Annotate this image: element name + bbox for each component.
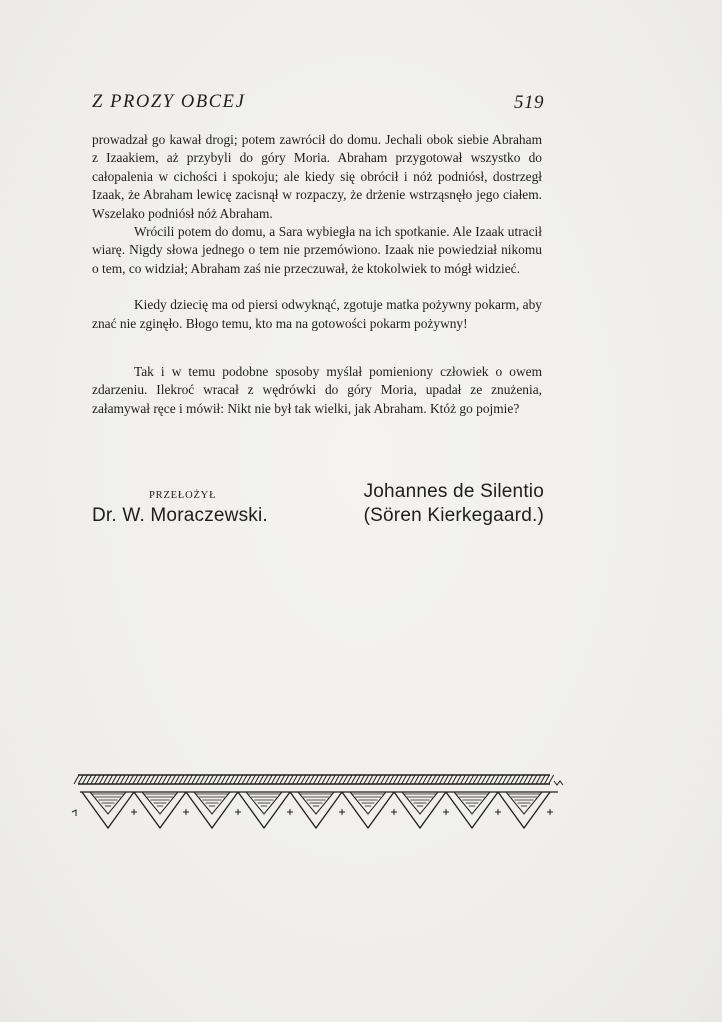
geometric-border-ornament-icon bbox=[70, 772, 570, 834]
author-realname: (Sören Kierkegaard.) bbox=[363, 505, 544, 526]
ornament-triangle-band bbox=[72, 792, 558, 828]
body-text bbox=[92, 131, 542, 418]
page-number: 519 bbox=[514, 92, 544, 113]
translator-label: PRZEŁOŻYŁ bbox=[149, 490, 217, 501]
paragraph-3: Kiedy dziecię ma od piersi odwyknąć, zgotuje matka pożywny pokarm, aby znać nie zginęło. Błogo temu, kto ma na gotowości pokarm pożywny! bbox=[92, 297, 542, 331]
paragraph-4: Tak i w temu podobne sposoby myślał pomieniony człowiek o owem zdarzeniu. Ilekroć wracał z wędrówki do góry Moria, upadał ze znużenia, załamywał ręce i mówił: Nikt nie był tak wielki, jak Abraham. Któż go pojmie? bbox=[92, 364, 542, 416]
page-header bbox=[92, 92, 544, 120]
running-title: Z PROZY OBCEJ bbox=[92, 92, 246, 112]
signature-block bbox=[92, 481, 544, 533]
paragraph-2: Wrócili potem do domu, a Sara wybiegła na ich spotkanie. Ale Izaak utracił wiarę. Nigdy słowa jednego o tem nie przemówiono. Izaak nie powiedział nikomu o tem, co widział; Abraham zaś nie przeczuwał, że ktokolwiek to mógł widzieć. bbox=[92, 224, 542, 276]
translator-name: Dr. W. Moraczewski. bbox=[92, 505, 268, 526]
paragraph-1: prowadzał go kawał drogi; potem zawrócił do domu. Jechali obok siebie Abraham z Izaakiem, aż przybyli do góry Moria. Abraham przygotował wszystko do całopalenia w cichości i spokoju; ale kiedy się obrócił i nóż podniósł, dostrzegł Izaak, że Abraham lewicę zacisnął w rozpaczy, że drżenie wstrząsnęło jego ciałem. Wszelako podniósł nóż Abraham. bbox=[92, 132, 542, 221]
author-pseudonym: Johannes de Silentio bbox=[363, 481, 544, 502]
ornament-hatched-band bbox=[74, 775, 563, 785]
